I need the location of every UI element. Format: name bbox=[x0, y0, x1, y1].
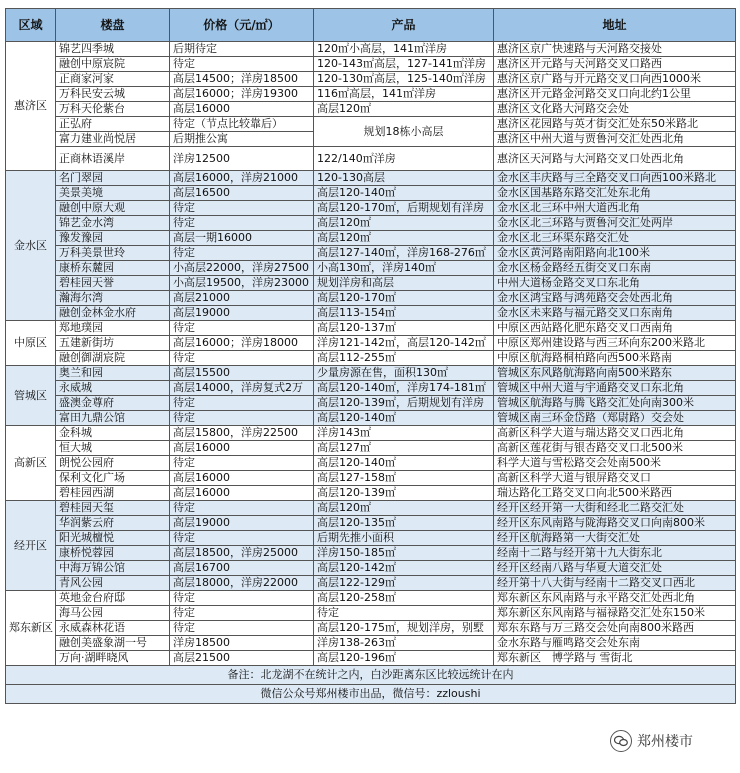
price-cell: 高层16000 bbox=[170, 441, 314, 456]
product-cell: 高层120-175㎡，规划洋房，别墅 bbox=[314, 621, 494, 636]
product-cell: 高层120-258㎡ bbox=[314, 591, 494, 606]
table-row bbox=[6, 396, 736, 411]
project-cell: 富田九鼎公馆 bbox=[56, 411, 170, 426]
product-cell: 高层127㎡ bbox=[314, 441, 494, 456]
price-cell: 待定（节点比较靠后） bbox=[170, 117, 314, 132]
product-cell: 洋房121-142㎡，高层120-142㎡ bbox=[314, 336, 494, 351]
address-cell: 高新区科学大道与瑞达路交叉口西北角 bbox=[494, 426, 736, 441]
product-cell: 高层120-142㎡ bbox=[314, 561, 494, 576]
credit-row bbox=[6, 685, 736, 704]
address-cell: 郑东新区东风南路与福禄路交汇处东150米 bbox=[494, 606, 736, 621]
header-row bbox=[6, 9, 736, 42]
project-cell: 豫发豫园 bbox=[56, 231, 170, 246]
price-cell: 待定 bbox=[170, 321, 314, 336]
product-cell: 122/140㎡洋房 bbox=[314, 147, 494, 171]
product-cell: 后期先推小面积 bbox=[314, 531, 494, 546]
address-cell: 惠济区京广路与开元路交叉口向西1000米 bbox=[494, 72, 736, 87]
project-cell: 瀚海尔湾 bbox=[56, 291, 170, 306]
project-cell: 金科城 bbox=[56, 426, 170, 441]
address-cell: 郑东新区 博学路与 雪街北 bbox=[494, 651, 736, 666]
product-cell: 高层127-158㎡ bbox=[314, 471, 494, 486]
project-cell: 保利文化广场 bbox=[56, 471, 170, 486]
credit-line: 微信公众号郑州楼市出品，微信号：zzloushi bbox=[6, 685, 736, 704]
table-row bbox=[6, 411, 736, 426]
project-cell: 融创御湖宸院 bbox=[56, 351, 170, 366]
price-cell: 高层16000 bbox=[170, 102, 314, 117]
product-cell: 高层120-137㎡ bbox=[314, 321, 494, 336]
table-row bbox=[6, 117, 736, 132]
address-cell: 惠济区开元路与天河路交叉口路西 bbox=[494, 57, 736, 72]
address-cell: 经开区航海路第一大街交汇处 bbox=[494, 531, 736, 546]
product-cell: 洋房138-263㎡ bbox=[314, 636, 494, 651]
product-cell: 高层120-140㎡，洋房174-181㎡ bbox=[314, 381, 494, 396]
table-row bbox=[6, 546, 736, 561]
project-cell: 万科天伦紫台 bbox=[56, 102, 170, 117]
address-cell: 科学大道与雪松路交会处南500米 bbox=[494, 456, 736, 471]
price-cell: 高层一期16000 bbox=[170, 231, 314, 246]
address-cell: 金水区丰庆路与三全路交叉口向西100米路北 bbox=[494, 171, 736, 186]
table-row bbox=[6, 336, 736, 351]
price-cell: 高层16700 bbox=[170, 561, 314, 576]
project-cell: 锦艺金水湾 bbox=[56, 216, 170, 231]
address-cell: 高新区科学大道与银屏路交叉口 bbox=[494, 471, 736, 486]
product-cell: 高层120-135㎡ bbox=[314, 516, 494, 531]
project-cell: 融创美盛象湖一号 bbox=[56, 636, 170, 651]
project-cell: 万科美景世玲 bbox=[56, 246, 170, 261]
product-cell: 规划18栋小高层 bbox=[314, 117, 494, 147]
project-cell: 美景美境 bbox=[56, 186, 170, 201]
footnote: 备注：北龙湖不在统计之内，白沙距离东区比较远统计在内 bbox=[6, 666, 736, 685]
address-cell: 惠济区中州大道与贾鲁河交汇处西北角 bbox=[494, 132, 736, 147]
price-cell: 洋房12500 bbox=[170, 147, 314, 171]
district-cell: 管城区 bbox=[6, 366, 56, 426]
note-row bbox=[6, 666, 736, 685]
product-cell: 120-130㎡高层，125-140㎡洋房 bbox=[314, 72, 494, 87]
product-cell: 小高130㎡，洋房140㎡ bbox=[314, 261, 494, 276]
address-cell: 惠济区京广快速路与天河路交接处 bbox=[494, 42, 736, 57]
table-row bbox=[6, 87, 736, 102]
product-cell: 高层120㎡ bbox=[314, 102, 494, 117]
table-row bbox=[6, 231, 736, 246]
wechat-watermark bbox=[610, 730, 693, 752]
product-cell: 高层120-140㎡ bbox=[314, 456, 494, 471]
price-cell: 高层16500 bbox=[170, 186, 314, 201]
project-cell: 朗悦公园府 bbox=[56, 456, 170, 471]
district-group bbox=[6, 171, 736, 321]
wechat-icon bbox=[610, 730, 632, 752]
header-project: 楼盘 bbox=[56, 9, 170, 42]
price-cell: 待定 bbox=[170, 246, 314, 261]
table-row bbox=[6, 576, 736, 591]
address-cell: 惠济区天河路与大河路交叉口处西北角 bbox=[494, 147, 736, 171]
header-price: 价格（元/㎡） bbox=[170, 9, 314, 42]
table-row bbox=[6, 456, 736, 471]
product-cell: 高层120㎡ bbox=[314, 501, 494, 516]
price-cell: 高层16000；洋房19300 bbox=[170, 87, 314, 102]
project-cell: 名门翠园 bbox=[56, 171, 170, 186]
address-cell: 管城区东风路航海路向南500米路东 bbox=[494, 366, 736, 381]
price-cell: 待定 bbox=[170, 351, 314, 366]
address-cell: 惠济区文化路大河路交会处 bbox=[494, 102, 736, 117]
table-row bbox=[6, 147, 736, 171]
address-cell: 中原区西站路化肥东路交叉口西南角 bbox=[494, 321, 736, 336]
table-row bbox=[6, 276, 736, 291]
address-cell: 中原区航海路桐柏路向西500米路南 bbox=[494, 351, 736, 366]
table-row bbox=[6, 636, 736, 651]
product-cell: 高层120-170㎡，后期规划有洋房 bbox=[314, 201, 494, 216]
district-group bbox=[6, 321, 736, 366]
price-cell: 高层14500；洋房18500 bbox=[170, 72, 314, 87]
price-cell: 高层15500 bbox=[170, 366, 314, 381]
product-cell: 高层120-170㎡ bbox=[314, 291, 494, 306]
product-cell: 高层113-154㎡ bbox=[314, 306, 494, 321]
project-cell: 康桥东麓园 bbox=[56, 261, 170, 276]
table-row bbox=[6, 651, 736, 666]
project-cell: 万科民安云城 bbox=[56, 87, 170, 102]
table-row bbox=[6, 621, 736, 636]
product-cell: 120-143㎡高层，127-141㎡洋房 bbox=[314, 57, 494, 72]
product-cell: 120-130高层 bbox=[314, 171, 494, 186]
address-cell: 瑞达路化工路交叉口向北500米路西 bbox=[494, 486, 736, 501]
price-cell: 待定 bbox=[170, 57, 314, 72]
address-cell: 中州大道杨金路交叉口东北角 bbox=[494, 276, 736, 291]
header-district: 区域 bbox=[6, 9, 56, 42]
price-cell: 后期待定 bbox=[170, 42, 314, 57]
price-cell: 高层15800，洋房22500 bbox=[170, 426, 314, 441]
table-row bbox=[6, 426, 736, 441]
district-group bbox=[6, 501, 736, 591]
table-row bbox=[6, 381, 736, 396]
project-cell: 锦艺四季城 bbox=[56, 42, 170, 57]
price-cell: 高层21500 bbox=[170, 651, 314, 666]
table-row bbox=[6, 72, 736, 87]
price-cell: 高层19000 bbox=[170, 516, 314, 531]
project-cell: 融创中原宸院 bbox=[56, 57, 170, 72]
table-row bbox=[6, 291, 736, 306]
address-cell: 惠济区花园路与英才街交汇处东50米路北 bbox=[494, 117, 736, 132]
product-cell: 高层127-140㎡，洋房168-276㎡ bbox=[314, 246, 494, 261]
product-cell: 高层120-140㎡ bbox=[314, 186, 494, 201]
project-cell: 盛澳金尊府 bbox=[56, 396, 170, 411]
project-cell: 郑地璞园 bbox=[56, 321, 170, 336]
address-cell: 金水东路与雁鸣路交会处东南 bbox=[494, 636, 736, 651]
project-cell: 正商家河家 bbox=[56, 72, 170, 87]
table-row bbox=[6, 321, 736, 336]
project-cell: 碧桂园天玺 bbox=[56, 501, 170, 516]
table-row bbox=[6, 441, 736, 456]
project-cell: 永威城 bbox=[56, 381, 170, 396]
table-row bbox=[6, 351, 736, 366]
price-cell: 高层18500，洋房25000 bbox=[170, 546, 314, 561]
price-cell: 小高层19500，洋房23000 bbox=[170, 276, 314, 291]
project-cell: 青风公园 bbox=[56, 576, 170, 591]
table-row bbox=[6, 306, 736, 321]
project-cell: 华润紫云府 bbox=[56, 516, 170, 531]
price-cell: 待定 bbox=[170, 531, 314, 546]
watermark-text: 郑州楼市 bbox=[637, 734, 693, 750]
address-cell: 金水区杨金路经五街交叉口东南 bbox=[494, 261, 736, 276]
project-cell: 奥兰和园 bbox=[56, 366, 170, 381]
table-row bbox=[6, 186, 736, 201]
project-cell: 碧桂园西湖 bbox=[56, 486, 170, 501]
product-cell: 高层120-139㎡，后期规划有洋房 bbox=[314, 396, 494, 411]
table-row bbox=[6, 102, 736, 117]
price-cell: 高层16000；洋房18000 bbox=[170, 336, 314, 351]
table-row bbox=[6, 486, 736, 501]
product-cell: 高层112-255㎡ bbox=[314, 351, 494, 366]
price-cell: 高层16000 bbox=[170, 471, 314, 486]
price-cell: 高层19000 bbox=[170, 306, 314, 321]
project-cell: 阳光城檀悦 bbox=[56, 531, 170, 546]
price-cell: 待定 bbox=[170, 396, 314, 411]
housing-table bbox=[5, 8, 736, 704]
address-cell: 郑东新区东风南路与永平路交汇处西北角 bbox=[494, 591, 736, 606]
price-cell: 高层16000 bbox=[170, 486, 314, 501]
district-group bbox=[6, 42, 736, 171]
address-cell: 金水区国基路东路交汇处东北角 bbox=[494, 186, 736, 201]
district-cell: 金水区 bbox=[6, 171, 56, 321]
address-cell: 金水区未来路与福元路交叉口东南角 bbox=[494, 306, 736, 321]
product-cell: 后期推公寓 bbox=[170, 132, 314, 147]
product-cell: 高层120-139㎡ bbox=[314, 486, 494, 501]
project-cell: 中海万锦公馆 bbox=[56, 561, 170, 576]
table-row bbox=[6, 171, 736, 186]
price-cell: 待定 bbox=[170, 591, 314, 606]
product-cell: 洋房150-185㎡ bbox=[314, 546, 494, 561]
price-cell: 高层14000，洋房复式2万 bbox=[170, 381, 314, 396]
table-row bbox=[6, 501, 736, 516]
address-cell: 管城区中州大道与宇通路交叉口东北角 bbox=[494, 381, 736, 396]
price-cell: 高层21000 bbox=[170, 291, 314, 306]
district-cell: 惠济区 bbox=[6, 42, 56, 171]
address-cell: 经开第十八大街与经南十二路交叉口西北 bbox=[494, 576, 736, 591]
address-cell: 经南十二路与经开第十九大街东北 bbox=[494, 546, 736, 561]
district-cell: 经开区 bbox=[6, 501, 56, 591]
project-cell: 富力建业尚悦居 bbox=[56, 132, 170, 147]
address-cell: 高新区莲花街与银杏路交叉口北500米 bbox=[494, 441, 736, 456]
address-cell: 惠济区开元路金河路交叉口向北约1公里 bbox=[494, 87, 736, 102]
project-cell: 融创中原大观 bbox=[56, 201, 170, 216]
table-row bbox=[6, 606, 736, 621]
product-cell: 高层120㎡ bbox=[314, 216, 494, 231]
table-row bbox=[6, 591, 736, 606]
product-cell: 高层120-140㎡ bbox=[314, 411, 494, 426]
table-row bbox=[6, 57, 736, 72]
table-row bbox=[6, 531, 736, 546]
project-cell: 永威森林花语 bbox=[56, 621, 170, 636]
project-cell: 融创金林金水府 bbox=[56, 306, 170, 321]
district-group bbox=[6, 591, 736, 666]
table-row bbox=[6, 261, 736, 276]
price-cell: 待定 bbox=[170, 621, 314, 636]
project-cell: 万向·湖畔晓风 bbox=[56, 651, 170, 666]
product-cell: 规划洋房和高层 bbox=[314, 276, 494, 291]
project-cell: 正弘府 bbox=[56, 117, 170, 132]
address-cell: 金水区北三环渠东路交汇处 bbox=[494, 231, 736, 246]
price-cell: 待定 bbox=[170, 216, 314, 231]
district-cell: 中原区 bbox=[6, 321, 56, 366]
table-row bbox=[6, 42, 736, 57]
table-row bbox=[6, 216, 736, 231]
district-group bbox=[6, 366, 736, 426]
address-cell: 郑东东路与万三路交会处向南800米路西 bbox=[494, 621, 736, 636]
product-cell: 洋房143㎡ bbox=[314, 426, 494, 441]
project-cell: 恒大城 bbox=[56, 441, 170, 456]
price-cell: 待定 bbox=[170, 606, 314, 621]
table-row bbox=[6, 201, 736, 216]
product-cell: 高层120㎡ bbox=[314, 231, 494, 246]
project-cell: 康桥悦蓉园 bbox=[56, 546, 170, 561]
table-row bbox=[6, 561, 736, 576]
address-cell: 金水区北三环路与贾鲁河交汇处两岸 bbox=[494, 216, 736, 231]
price-cell: 待定 bbox=[170, 456, 314, 471]
address-cell: 中原区郑州建设路与西三环向东200米路北 bbox=[494, 336, 736, 351]
address-cell: 管城区南三环金岱路（郑尉路）交会处 bbox=[494, 411, 736, 426]
project-cell: 正商林语溪岸 bbox=[56, 147, 170, 171]
table-row bbox=[6, 471, 736, 486]
address-cell: 金水区北三环中州大道西北角 bbox=[494, 201, 736, 216]
price-cell: 高层18000，洋房22000 bbox=[170, 576, 314, 591]
project-cell: 碧桂园天誉 bbox=[56, 276, 170, 291]
product-cell: 少量房源在售，面积130㎡ bbox=[314, 366, 494, 381]
address-cell: 经开区经南八路与华夏大道交汇处 bbox=[494, 561, 736, 576]
price-cell: 高层16000，洋房21000 bbox=[170, 171, 314, 186]
project-cell: 英地金台府邸 bbox=[56, 591, 170, 606]
district-group bbox=[6, 426, 736, 501]
product-cell: 120㎡小高层，141㎡洋房 bbox=[314, 42, 494, 57]
address-cell: 金水区黄河路南阳路向北100米 bbox=[494, 246, 736, 261]
product-cell: 116㎡高层，141㎡洋房 bbox=[314, 87, 494, 102]
district-cell: 郑东新区 bbox=[6, 591, 56, 666]
table-row bbox=[6, 366, 736, 381]
district-cell: 高新区 bbox=[6, 426, 56, 501]
product-cell: 高层122-129㎡ bbox=[314, 576, 494, 591]
product-cell: 高层120-196㎡ bbox=[314, 651, 494, 666]
price-cell: 待定 bbox=[170, 501, 314, 516]
price-cell: 洋房18500 bbox=[170, 636, 314, 651]
price-cell: 小高层22000，洋房27500 bbox=[170, 261, 314, 276]
address-cell: 经开区东风南路与陇海路交叉口向南800米 bbox=[494, 516, 736, 531]
table-row bbox=[6, 516, 736, 531]
price-cell: 待定 bbox=[170, 201, 314, 216]
header-address: 地址 bbox=[494, 9, 736, 42]
address-cell: 经开区经开第一大街和经北二路交汇处 bbox=[494, 501, 736, 516]
address-cell: 管城区航海路与腾飞路交汇处向南300米 bbox=[494, 396, 736, 411]
project-cell: 五建新街坊 bbox=[56, 336, 170, 351]
address-cell: 金水区鸿宝路与鸿苑路交会处西北角 bbox=[494, 291, 736, 306]
product-cell: 待定 bbox=[314, 606, 494, 621]
table-row bbox=[6, 246, 736, 261]
project-cell: 海马公园 bbox=[56, 606, 170, 621]
price-cell: 待定 bbox=[170, 411, 314, 426]
header-product: 产品 bbox=[314, 9, 494, 42]
